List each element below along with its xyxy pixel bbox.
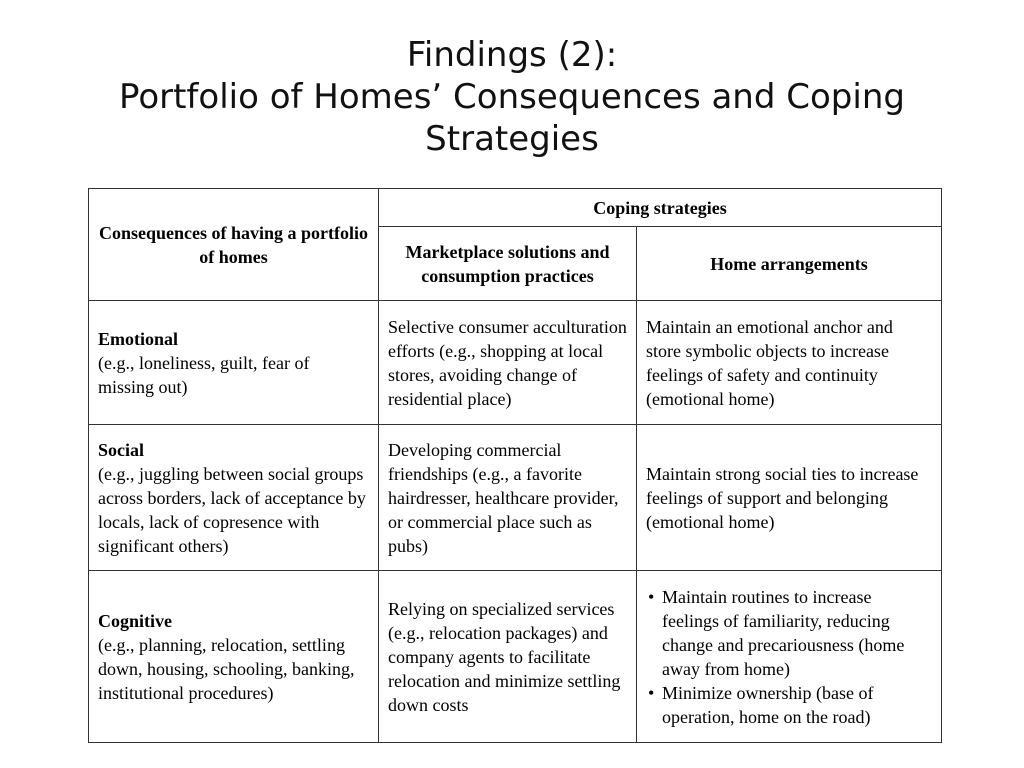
slide-title [0, 34, 1024, 160]
header-consequences: Consequences of having a portfolio of homes [89, 189, 379, 301]
findings-table [88, 188, 942, 743]
category-description: (e.g., planning, relocation, settling down, housing, schooling, banking, institutional procedures) [98, 634, 355, 703]
category-description: (e.g., juggling between social groups across borders, lack of acceptance by locals, lack of copresence with significant others) [98, 463, 366, 556]
header-row [89, 189, 942, 227]
home-cell [637, 571, 942, 743]
consequence-cell [89, 571, 379, 743]
category-label: Emotional [98, 328, 179, 349]
header-coping-strategies: Coping strategies [379, 189, 942, 227]
title-line-3: Strategies [425, 119, 599, 159]
marketplace-cell: Developing commercial friendships (e.g., a favorite hairdresser, healthcare provider, or commercial place such as pubs) [379, 425, 637, 571]
category-label: Cognitive [98, 610, 172, 631]
category-description: (e.g., loneliness, guilt, fear of missing out) [98, 352, 310, 397]
consequence-cell [89, 301, 379, 425]
home-cell: Maintain an emotional anchor and store symbolic objects to increase feelings of safety and continuity (emotional home) [637, 301, 942, 425]
table-row-cognitive [89, 571, 942, 743]
header-marketplace: Marketplace solutions and consumption practices [379, 227, 637, 301]
consequence-cell [89, 425, 379, 571]
home-cell: Maintain strong social ties to increase feelings of support and belonging (emotional home) [637, 425, 942, 571]
list-item: • Minimize ownership (base of operation, home on the road) [662, 681, 932, 729]
home-bullet-list [646, 585, 932, 729]
category-label: Social [98, 439, 145, 460]
header-home-arrangements: Home arrangements [637, 227, 942, 301]
table-row-emotional [89, 301, 942, 425]
list-item: • Maintain routines to increase feelings of familiarity, reducing change and precariousness (home away from home) [662, 585, 932, 681]
marketplace-cell: Relying on specialized services (e.g., relocation packages) and company agents to facilitate relocation and minimize settling down costs [379, 571, 637, 743]
title-line-2: Portfolio of Homes’ Consequences and Coping [119, 77, 905, 117]
title-line-1: Findings (2): [406, 35, 618, 75]
table-row-social [89, 425, 942, 571]
marketplace-cell: Selective consumer acculturation efforts (e.g., shopping at local stores, avoiding change of residential place) [379, 301, 637, 425]
